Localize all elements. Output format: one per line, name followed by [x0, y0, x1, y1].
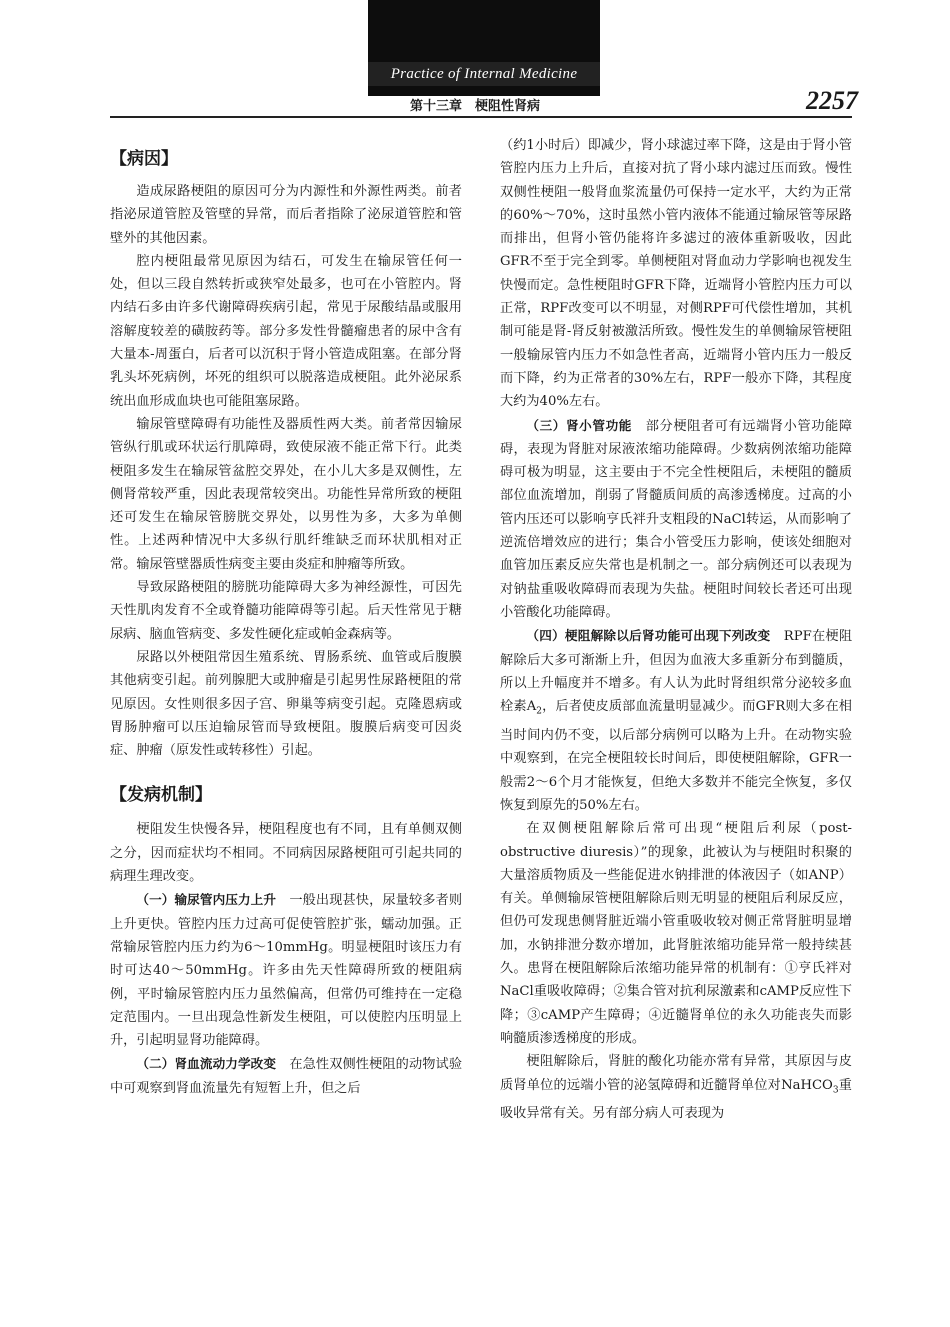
subsection-text: RPF在梗阻解除后大多可渐渐上升，但因为血液大多重新分布到髓质，所以上升幅度并不增多。有人认为此时肾组织常分泌较多血栓素A [500, 629, 853, 715]
subsection-text: 部分梗阻者可有远端肾小管功能障碍，表现为肾脏对尿液浓缩功能障碍。少数病例浓缩功能障碍可极为明显，这主要由于不完全性梗阻后，未梗阻的髓质部位血流增加，削弱了肾髓质间质的高渗透梯度。过高的小管内压还可以影响亨氏袢升支粗段的NaCl转运，从而影响了逆流倍增效应的进行；集合小管受压力影响，使该处细胞对血管加压素反应失常也是机制之一。部分病例还可以表现为对钠盐重吸收障碍而表现为失盐。梗阻时间较长者还可出现小管酸化功能障碍。 [500, 418, 853, 620]
section-heading-pathogenesis: 【发病机制】 [110, 785, 212, 806]
paragraph [110, 1052, 462, 1100]
paragraph [500, 414, 852, 625]
subscript: 2 [536, 706, 542, 717]
paragraph: 梗阻发生快慢各异，梗阻程度也有不同，且有单侧双侧之分，因而症状均不相同。不同病因尿路梗阻可引起共同的病理生理改变。 [110, 822, 462, 885]
journal-title: Practice of Internal Medicine [390, 66, 578, 82]
paragraph: 造成尿路梗阻的原因可分为内源性和外源性两类。前者指泌尿道管腔及管壁的异常，而后者指除了泌尿道管腔和管壁外的其他因素。 [110, 184, 462, 246]
paragraph: 腔内梗阻最常见原因为结石，可发生在输尿管任何一处，但以三段自然转折或狭窄处最多，也可在小管腔内。肾内结石多由许多代谢障碍疾病引起，常见于尿酸结晶或服用溶解度较差的磺胺药等。部分多发性骨髓瘤患者的尿中含有大量本-周蛋白，后者可以沉积于肾小管造成阻塞。在部分肾乳头坏死病例，坏死的组织可以脱落造成梗阻。此外泌尿系统出血形成血块也可能阻塞尿路。 [110, 253, 462, 409]
subsection-text: 一般出现甚快，尿量较多者则上升更快。管腔内压力过高可促使管腔扩张，蠕动加强。正常输尿管腔内压力约为6～10mmHg。明显梗阻时该压力有时可达40～50mmHg。许多由先天性障碍所致的梗阻病例，平时输尿管腔内压力虽然偏高，但常仍可维持在一定稳定范围内。一旦出现急性新发生梗阻，可以使腔内压明显上升，引起明显肾功能障碍。 [110, 893, 463, 1049]
subscript: 3 [832, 1085, 839, 1096]
paragraph-text: 重吸收异常有关。另有部分病人可表现为 [500, 1077, 852, 1122]
subsection-title: （二）肾血流动力学改变 [136, 1056, 277, 1072]
left-column [110, 134, 462, 1100]
paragraph: （约1小时后）即减少，肾小球滤过率下降，这是由于肾小管管腔内压力上升后，直接对抗了肾小球内滤过压而致。慢性双侧性梗阻一般肾血浆流量仍可保持一定水平，大约为正常的60%～70%，这时虽然小管内液体不能通过输尿管等尿路而排出，但肾小管仍能将许多滤过的液体重新吸收，因此GFR不至于完全到零。单侧梗阻对肾血动力学影响也视发生快慢而定。急性梗阻时GFR下降，近端肾小管腔内压力可以正常，RPF改变可以不明显，对侧RPF可代偿性增加，其机制可能是肾-肾反射被激活所致。慢性发生的单侧输尿管梗阻一般输尿管内压力不如急性者高，近端肾小管内压力一般反而下降，约为正常者的30%左右，RPF一般亦下降，其程度大约为40%左右。 [500, 138, 852, 410]
header-rule [110, 116, 852, 118]
paragraph: 在双侧梗阻解除后常可出现“梗阻后利尿（post-obstructive diuresis）”的现象，此被认为与梗阻时积聚的大量溶质物质及一些能促进水钠排泄的体液因子（如ANP）有关。单侧输尿管梗阻解除后则无明显的梗阻后利尿反应，但仍可发现患侧肾脏近端小管重吸收较对侧正常肾脏明显增加，水钠排泄分数亦增加，此肾脏浓缩功能异常一般持续甚久。患肾在梗阻解除后浓缩功能异常的机制有：①亨氏袢对NaCl重吸收障碍；②集合管对抗利尿激素和cAMP反应性下降；③cAMP产生障碍；④近髓肾单位的永久功能丧失而影响髓质渗透梯度的形成。 [500, 821, 852, 1046]
page-number: 2257 [806, 86, 858, 115]
section-heading-etiology: 【病因】 [110, 149, 178, 169]
right-column [500, 134, 852, 1126]
paragraph: 尿路以外梗阻常因生殖系统、胃肠系统、血管或后腹膜其他病变引起。前列腺肥大或肿瘤是引起男性尿路梗阻的常见原因。女性则很多因子宫、卵巢等病变引起。克隆恩病或胃肠肿瘤可以压迫输尿管而导致梗阻。腹膜后病变可因炎症、肿瘤（原发性或转移性）引起。 [110, 649, 462, 759]
paragraph: 导致尿路梗阻的膀胱功能障碍大多为神经源性，可因先天性肌肉发育不全或脊髓功能障碍等引起。后天性常见于糖尿病、脑血管病变、多发性硬化症或帕金森病等。 [110, 580, 462, 642]
paragraph [500, 1050, 852, 1126]
subsection-title: （一）输尿管内压力上升 [136, 892, 277, 908]
subsection-title: （三）肾小管功能 [526, 417, 632, 433]
subsection-title: （四）梗阻解除以后肾功能可出现下列改变 [526, 628, 771, 644]
paragraph [500, 624, 852, 817]
journal-banner [368, 0, 600, 96]
paragraph-text: 梗阻解除后，肾脏的酸化功能亦常有异常，其原因与皮质肾单位的远端小管的泌氢障碍和近髓肾单位对NaHCO [500, 1054, 852, 1093]
paragraph: 输尿管壁障碍有功能性及器质性两大类。前者常因输尿管纵行肌或环状运行肌障碍，致使尿液不能正常下行。此类梗阻多发生在输尿管盆腔交界处，在小儿大多是双侧性，左侧肾常较严重，因此表现常较突出。功能性异常所致的梗阻还可发生在输尿管膀胱交界处，以男性为多，大多为单侧性。上述两种情况中大多纵行肌纤维缺乏而环状肌相对正常。输尿管壁器质性病变主要由炎症和肿瘤等所致。 [110, 416, 462, 572]
paragraph [110, 888, 462, 1052]
subsection-text: 在急性双侧性梗阻的动物试验中可观察到肾血流量先有短暂上升，但之后 [110, 1057, 463, 1096]
subsection-text: ，后者使皮质部血流量明显减少。而GFR则大多在相当时间内仍不变，以后部分病例可以略为上升。在动物实验中观察到，在完全梗阻较长时间后，即使梗阻解除，GFR一般需2～6个月才能恢复，但绝大多数并不能完全恢复，多仅恢复到原先的50%左右。 [500, 699, 852, 813]
chapter-title: 第十三章 梗阻性肾病 [409, 99, 540, 114]
